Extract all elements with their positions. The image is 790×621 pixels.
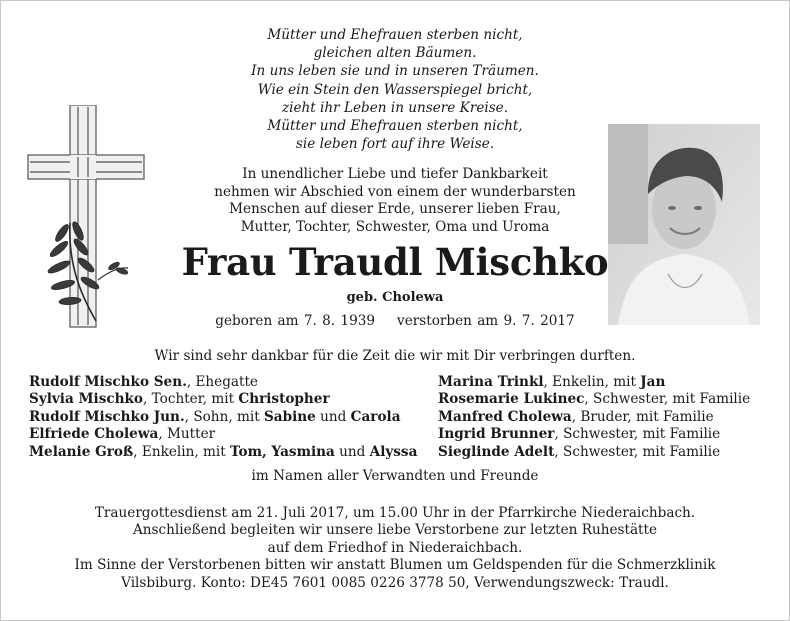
service-line: Anschließend begleiten wir unsere liebe Verstorbene zur letzten Ruhestätte <box>132 522 658 539</box>
intro-line: nehmen wir Abschied von einem der wunderbarsten <box>214 183 576 200</box>
mourner-entry: Melanie Groß, Enkelin, mit Tom, Yasmina und Alyssa <box>29 443 418 460</box>
mourner-entry: Marina Trinkl, Enkelin, mit Jan <box>438 374 666 390</box>
poem-line: Wie ein Stein den Wasserspiegel bricht, <box>257 81 533 98</box>
intro-line: Menschen auf dieser Erde, unserer lieben Frau, <box>229 201 561 218</box>
poem <box>190 26 600 153</box>
service-info <box>20 505 770 592</box>
service-line: Im Sinne der Verstorbenen bitten wir anstatt Blumen um Geldspenden für die Schmerzklinik <box>74 557 716 574</box>
service-line: Vilsbiburg. Konto: DE45 7601 0085 0226 3778 50, Verwendungszweck: Traudl. <box>121 574 669 591</box>
maiden-name: geb. Cholewa <box>346 290 444 305</box>
service-line: Trauergottesdienst am 21. Juli 2017, um 15.00 Uhr in der Pfarrkirche Niederaichbach. <box>94 505 696 521</box>
death-date: verstorben am 9. 7. 2017 <box>397 313 575 329</box>
deceased-name: Frau Traudl Mischko <box>181 240 609 284</box>
intro-line: In unendlicher Liebe und tiefer Dankbarkeit <box>242 166 548 182</box>
life-dates <box>160 313 630 329</box>
intro-line: Mutter, Tochter, Schwester, Oma und Uroma <box>240 218 550 235</box>
mourner-entry: Elfriede Cholewa, Mutter <box>29 426 216 443</box>
mourner-entry: Manfred Cholewa, Bruder, mit Familie <box>438 408 714 425</box>
birth-date: geboren am 7. 8. 1939 <box>215 313 376 329</box>
mourner-entry: Sieglinde Adelt, Schwester, mit Familie <box>438 443 721 460</box>
mourner-entry: Rudolf Mischko Jun., Sohn, mit Sabine und Carola <box>29 408 401 425</box>
thanks-line: Wir sind sehr dankbar für die Zeit die wir mit Dir verbringen durften. <box>154 348 636 364</box>
mourner-entry: Sylvia Mischko, Tochter, mit Christopher <box>29 391 330 408</box>
mourner-entry: Rosemarie Lukinec, Schwester, mit Familie <box>438 391 751 408</box>
mourners-left <box>29 374 417 461</box>
portrait-photo <box>608 124 760 325</box>
poem-line: Mütter und Ehefrauen sterben nicht, <box>267 118 523 135</box>
poem-line: zieht ihr Leben in unsere Kreise. <box>281 99 509 116</box>
relatives-line: im Namen aller Verwandten und Freunde <box>251 468 539 484</box>
poem-line: In uns leben sie und in unseren Träumen. <box>251 63 539 80</box>
poem-line: gleichen alten Bäumen. <box>313 45 477 62</box>
intro-text <box>165 166 625 236</box>
mourners-right <box>438 374 750 461</box>
mourner-entry: Rudolf Mischko Sen., Ehegatte <box>29 374 258 390</box>
mourner-entry: Ingrid Brunner, Schwester, mit Familie <box>438 426 721 443</box>
cross-with-palm-icon <box>26 105 156 335</box>
service-line: auf dem Friedhof in Niederaichbach. <box>267 539 523 556</box>
poem-line: Mütter und Ehefrauen sterben nicht, <box>267 27 523 43</box>
poem-line: sie leben fort auf ihre Weise. <box>295 136 495 153</box>
